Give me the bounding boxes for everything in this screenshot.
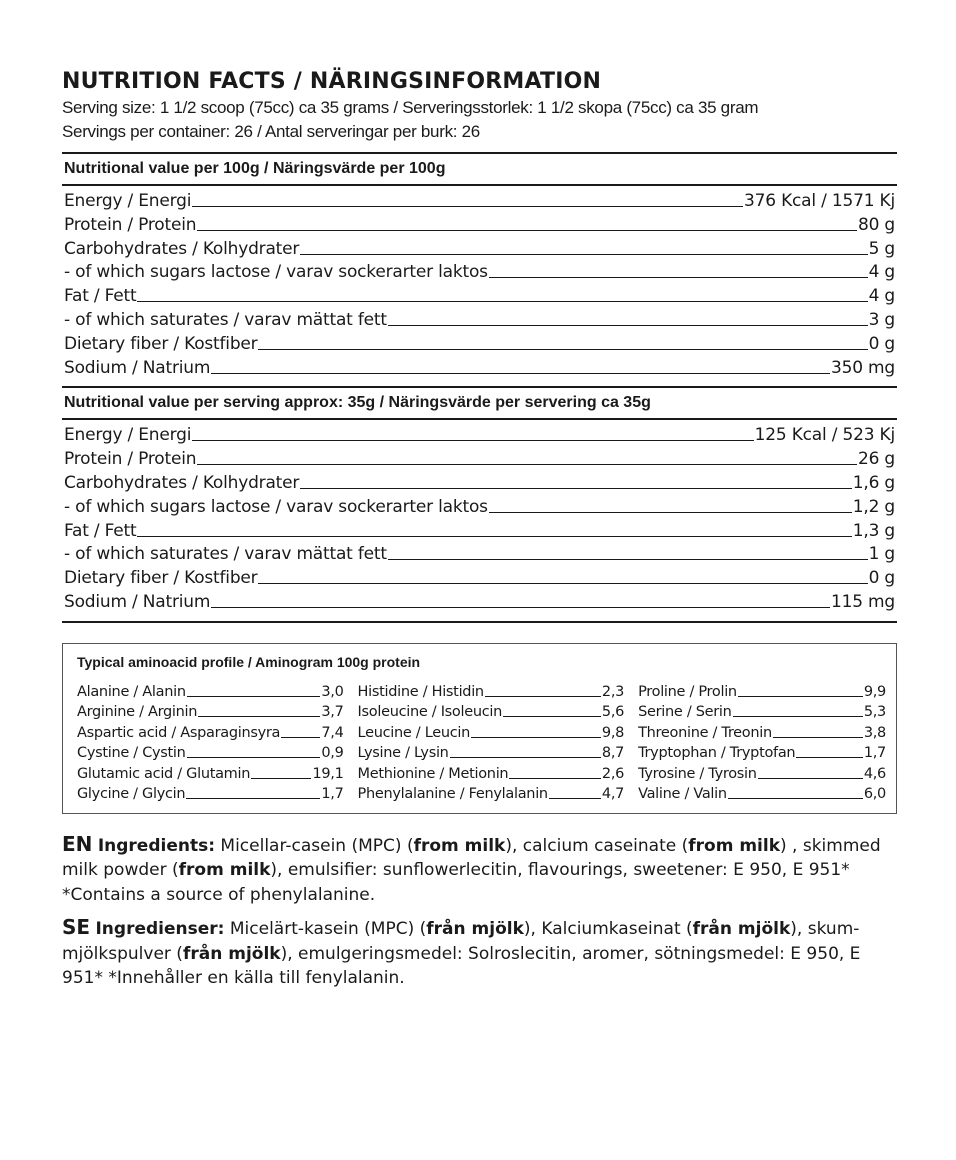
nutrient-value: 1,2 g (852, 496, 895, 517)
aminoacid-label: Serine / Serin (638, 704, 732, 721)
per-100g-rows (62, 186, 897, 388)
aminoacid-label: Valine / Valin (638, 786, 727, 803)
aminoacid-value: 3,7 (321, 704, 344, 721)
nutrient-value: 376 Kcal / 1571 Kj (744, 191, 895, 211)
aminoacid-label: Arginine / Arginin (77, 704, 198, 721)
aminoacid-column (358, 682, 625, 805)
nutrient-label: Sodium / Natrium (64, 591, 211, 612)
ingredients-text: ), emulgeringsmedel: Solroslecitin, aromer, sötningsmedel: E 950, E 951* *Innehåller en källa till fenylalanin. (62, 943, 861, 989)
aminoacid-title: Typical aminoacid profile / Aminogram 100g protein (77, 653, 421, 670)
nutrient-label: Sodium / Natrium (64, 357, 211, 378)
leader-line (198, 715, 320, 717)
aminoacid-label: Tyrosine / Tyrosin (638, 765, 757, 782)
nutrient-row (64, 261, 895, 285)
aminoacid-row (638, 743, 886, 764)
per-serving-section (62, 388, 897, 622)
allergen-text: från mjölk (426, 919, 524, 940)
leader-line (728, 797, 863, 799)
ingredients-text: ), emulsifier: sunflowerlecitin, flavourings, sweetener: E 950, E 951* *Contains a source of phenylalanine. (62, 860, 850, 905)
nutrient-label: Fat / Fett (64, 520, 137, 541)
aminoacid-row (358, 723, 625, 744)
nutrient-row (64, 567, 895, 591)
aminoacid-value: 2,6 (601, 765, 625, 782)
leader-line (186, 797, 320, 799)
nutrient-value: 4 g (868, 286, 895, 307)
ingredients-label: Ingredients: (97, 835, 215, 856)
aminoacid-row (638, 702, 886, 723)
nutrient-label: Protein / Protein (64, 449, 197, 470)
leader-line (281, 736, 320, 738)
aminoacid-value: 6,0 (863, 786, 886, 803)
leader-line (211, 372, 830, 374)
nutrient-value: 0 g (868, 333, 895, 354)
aminoacid-row (638, 682, 886, 703)
nutrient-label: Dietary fiber / Kostfiber (64, 333, 258, 354)
leader-line (137, 535, 851, 537)
servings-per-container: Servings per container: 26 / Antal serveringar per burk: 26 (62, 122, 480, 141)
aminoacid-value: 3,0 (321, 683, 344, 700)
per-100g-section (62, 152, 897, 388)
aminoacid-column (77, 682, 344, 805)
nutrient-label: Dietary fiber / Kostfiber (64, 568, 258, 589)
aminoacid-value: 1,7 (863, 745, 886, 762)
page-title: NUTRITION FACTS / NÄRINGSINFORMATION (62, 69, 602, 94)
nutrient-label: - of which sugars lactose / varav sockerarter laktos (64, 496, 488, 517)
leader-line (258, 582, 867, 584)
leader-line (187, 756, 321, 758)
aminoacid-value: 1,7 (321, 786, 344, 803)
allergen-text: från mjölk (182, 943, 281, 964)
aminoacid-value: 4,7 (601, 786, 625, 803)
allergen-text: from milk (413, 835, 506, 856)
aminoacid-label: Lysine / Lysin (357, 745, 449, 762)
aminoacid-label: Proline / Prolin (638, 683, 737, 700)
aminoacid-label: Tryptophan / Tryptofan (638, 745, 796, 762)
nutrient-row (64, 448, 895, 472)
aminoacid-value: 7,4 (321, 724, 344, 741)
aminoacid-profile (62, 643, 897, 814)
leader-line (738, 695, 863, 697)
nutrient-value: 3 g (868, 309, 895, 330)
leader-line (509, 777, 601, 779)
nutrient-label: Carbohydrates / Kolhydrater (64, 238, 300, 259)
per-100g-heading: Nutritional value per 100g / Näringsvärde per 100g (62, 152, 897, 186)
nutrient-row (64, 520, 895, 544)
aminoacid-value: 9,9 (863, 683, 886, 700)
ingredients-text: ) , skimmed milk powder ( (62, 835, 881, 881)
nutrient-value: 1,6 g (852, 472, 895, 493)
nutrient-row (64, 472, 895, 496)
leader-line (197, 229, 857, 231)
leader-line (388, 558, 868, 560)
ingredients-en (62, 832, 897, 908)
ingredients-text: Micelärt-kasein (MPC) ( (224, 919, 427, 940)
leader-line (549, 797, 601, 799)
leader-line (300, 253, 867, 255)
nutrient-value: 1 g (868, 544, 895, 565)
leader-line (258, 348, 867, 350)
aminoacid-row (77, 743, 344, 764)
language-code: SE (62, 915, 91, 940)
aminoacid-label: Methionine / Metionin (357, 765, 509, 782)
nutrition-label (62, 68, 897, 991)
leader-line (211, 606, 830, 608)
ingredients-text: Micellar-casein (MPC) ( (215, 835, 414, 856)
leader-line (485, 695, 601, 697)
allergen-text: från mjölk (692, 919, 791, 940)
per-serving-heading: Nutritional value per serving approx: 35g / Näringsvärde per servering ca 35g (62, 388, 897, 420)
aminoacid-label: Histidine / Histidin (357, 683, 484, 700)
leader-line (300, 487, 852, 489)
aminoacid-label: Threonine / Treonin (638, 724, 772, 741)
nutrient-row (64, 333, 895, 357)
leader-line (773, 736, 863, 738)
aminoacid-column (638, 682, 886, 805)
aminoacid-row (358, 743, 625, 764)
nutrient-value: 115 mg (830, 591, 895, 612)
nutrient-row (64, 285, 895, 309)
nutrient-row (64, 543, 895, 567)
nutrient-row (64, 190, 895, 214)
leader-line (251, 777, 311, 779)
serving-size: Serving size: 1 1/2 scoop (75cc) ca 35 grams / Serveringsstorlek: 1 1/2 skopa (75cc) ca 35 gram (62, 98, 759, 117)
aminoacid-value: 5,6 (601, 704, 625, 721)
nutrient-value: 350 mg (830, 357, 895, 378)
leader-line (733, 715, 863, 717)
aminoacid-value: 4,6 (863, 765, 886, 782)
aminoacid-label: Leucine / Leucin (357, 724, 471, 741)
leader-line (489, 276, 868, 278)
aminoacid-label: Cystine / Cystin (77, 745, 186, 762)
aminoacid-row (638, 723, 886, 744)
nutrient-row (64, 591, 895, 615)
aminoacid-value: 3,8 (863, 724, 886, 741)
ingredients-text: ), Kalciumkaseinat ( (523, 919, 693, 940)
aminoacid-label: Phenylalanine / Fenylalanin (357, 786, 548, 803)
aminoacid-value: 9,8 (601, 724, 625, 741)
aminoacid-value: 5,3 (863, 704, 886, 721)
aminoacid-row (77, 723, 344, 744)
nutrient-row (64, 424, 895, 448)
nutrient-row (64, 214, 895, 238)
aminoacid-row (77, 682, 344, 703)
aminoacid-row (77, 764, 344, 785)
aminoacid-row (638, 784, 886, 805)
allergen-text: from milk (178, 860, 271, 881)
nutrient-row (64, 309, 895, 333)
aminoacid-row (358, 682, 625, 703)
leader-line (796, 756, 863, 758)
ingredients-text: ), calcium caseinate ( (505, 835, 689, 856)
aminoacid-row (77, 702, 344, 723)
aminoacid-row (77, 784, 344, 805)
ingredients-label: Ingredienser: (95, 919, 225, 940)
nutrient-value: 4 g (868, 262, 895, 283)
nutrient-value: 125 Kcal / 523 Kj (754, 425, 895, 446)
aminoacid-value: 8,7 (601, 745, 625, 762)
allergen-text: from milk (688, 835, 781, 856)
nutrient-label: - of which saturates / varav mättat fett (64, 309, 387, 330)
nutrient-label: - of which sugars lactose / varav sockerarter laktos (64, 262, 488, 283)
aminoacid-value: 2,3 (601, 683, 625, 700)
nutrient-label: Energy / Energi (64, 191, 192, 211)
aminoacid-label: Aspartic acid / Asparaginsyra (77, 724, 281, 741)
nutrient-row (64, 238, 895, 262)
nutrient-row (64, 496, 895, 520)
nutrient-label: Protein / Protein (64, 214, 197, 235)
leader-line (192, 205, 743, 207)
nutrient-label: Energy / Energi (64, 425, 192, 446)
aminoacid-row (358, 702, 625, 723)
leader-line (197, 463, 857, 465)
leader-line (758, 777, 863, 779)
nutrient-value: 80 g (857, 214, 895, 235)
nutrient-label: - of which saturates / varav mättat fett (64, 544, 387, 565)
leader-line (503, 715, 601, 717)
aminoacid-label: Isoleucine / Isoleucin (357, 704, 503, 721)
nutrient-value: 1,3 g (852, 520, 895, 541)
leader-line (192, 439, 753, 441)
leader-line (489, 511, 852, 513)
nutrient-row (64, 357, 895, 381)
per-serving-rows (62, 420, 897, 622)
nutrient-value: 26 g (857, 449, 895, 470)
leader-line (388, 324, 868, 326)
language-code: EN (62, 831, 93, 856)
leader-line (450, 756, 601, 758)
aminoacid-value: 0,9 (321, 745, 344, 762)
leader-line (187, 695, 321, 697)
ingredients-se (62, 915, 897, 991)
aminoacid-label: Glycine / Glycin (77, 786, 186, 803)
nutrient-label: Fat / Fett (64, 286, 137, 307)
ingredients-text: ), skum-mjölkspulver ( (62, 919, 860, 964)
aminoacid-grid (77, 682, 886, 805)
leader-line (137, 300, 867, 302)
aminoacid-value: 19,1 (312, 765, 344, 782)
aminoacid-row (358, 764, 625, 785)
nutrient-label: Carbohydrates / Kolhydrater (64, 472, 300, 493)
nutrient-value: 0 g (868, 568, 895, 589)
leader-line (471, 736, 601, 738)
aminoacid-row (358, 784, 625, 805)
aminoacid-row (638, 764, 886, 785)
aminoacid-label: Alanine / Alanin (77, 683, 186, 700)
aminoacid-label: Glutamic acid / Glutamin (77, 765, 251, 782)
nutrient-value: 5 g (868, 238, 895, 259)
